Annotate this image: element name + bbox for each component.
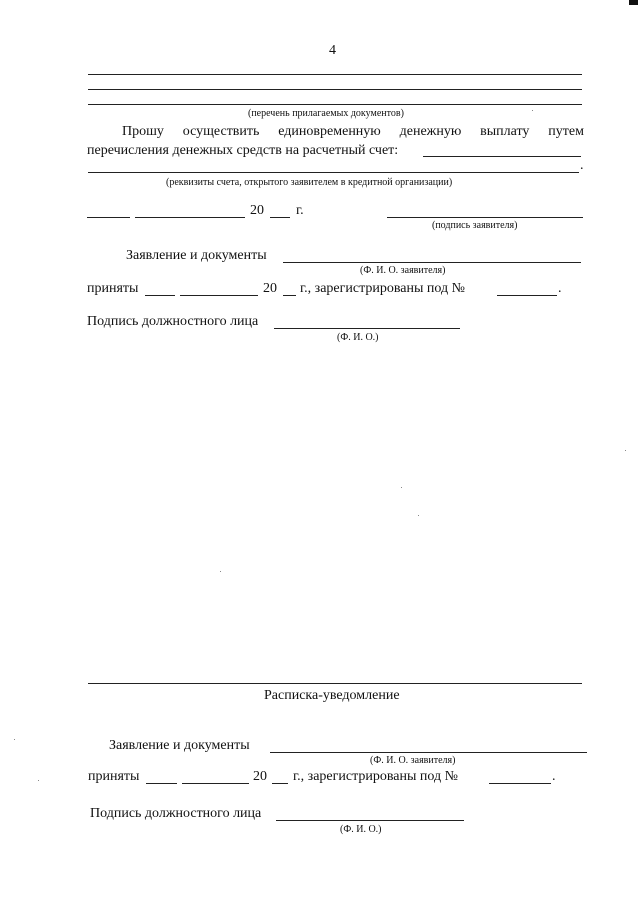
acceptance-applicant-caption: (Ф. И. О. заявителя) [360,265,446,276]
scan-speck [38,780,39,781]
scan-speck [418,515,419,516]
receipt-day-blank[interactable] [146,783,177,784]
date-month-blank[interactable] [135,217,245,218]
acceptance-registered-text: г., зарегистрированы под № [300,281,465,296]
receipt-month-blank[interactable] [182,783,249,784]
request-line-1: Прошу осуществить единовременную денежную выплату путем [122,124,584,139]
applicant-signature-caption: (подпись заявителя) [432,220,518,231]
documents-caption: (перечень прилагаемых документов) [248,108,404,119]
receipt-year-prefix: 20 [253,769,267,784]
account-details-blank[interactable] [88,172,579,173]
receipt-period: . [552,769,556,784]
receipt-registered-text: г., зарегистрированы под № [293,769,458,784]
applicant-signature-blank[interactable] [387,217,583,218]
date-year-prefix: 20 [250,203,264,218]
receipt-applicant-blank[interactable] [270,752,587,753]
receipt-accepted-label: приняты [88,769,140,784]
date-year-blank[interactable] [270,217,290,218]
receipt-statement-label: Заявление и документы [109,738,250,753]
receipt-official-signature-blank[interactable] [276,820,464,821]
scan-speck [14,739,15,740]
receipt-title: Расписка-уведомление [264,688,400,703]
page-number: 4 [329,43,336,58]
receipt-registration-number-blank[interactable] [489,783,551,784]
receipt-official-label: Подпись должностного лица [90,806,262,821]
acceptance-year-prefix: 20 [263,281,277,296]
date-day-blank[interactable] [87,217,130,218]
account-number-blank[interactable] [423,156,581,157]
acceptance-month-blank[interactable] [180,295,258,296]
scan-speck [220,571,221,572]
acceptance-official-label: Подпись должностного лица [87,314,259,329]
acceptance-year-blank[interactable] [283,295,296,296]
date-year-suffix: г. [296,203,304,218]
acceptance-official-signature-blank[interactable] [274,328,460,329]
receipt-separator [88,683,582,684]
request-line-2: перечисления денежных средств на расчетный счет: [87,143,399,158]
acceptance-official-caption: (Ф. И. О.) [337,332,379,343]
scan-speck [401,487,402,488]
receipt-official-caption: (Ф. И. О.) [340,824,382,835]
account-caption: (реквизиты счета, открытого заявителем в кредитной организации) [166,177,453,188]
acceptance-accepted-label: приняты [87,281,139,296]
documents-line-2 [88,89,582,90]
documents-line-1 [88,74,582,75]
scan-speck [532,110,533,111]
acceptance-day-blank[interactable] [145,295,175,296]
acceptance-applicant-blank[interactable] [283,262,581,263]
scan-corner-mark [629,0,638,5]
acceptance-period: . [558,281,562,296]
receipt-applicant-caption: (Ф. И. О. заявителя) [370,755,456,766]
acceptance-statement-label: Заявление и документы [126,248,267,263]
receipt-year-blank[interactable] [272,783,288,784]
documents-line-3 [88,104,582,105]
scan-speck [625,450,626,451]
account-period: . [580,158,584,173]
acceptance-registration-number-blank[interactable] [497,295,557,296]
